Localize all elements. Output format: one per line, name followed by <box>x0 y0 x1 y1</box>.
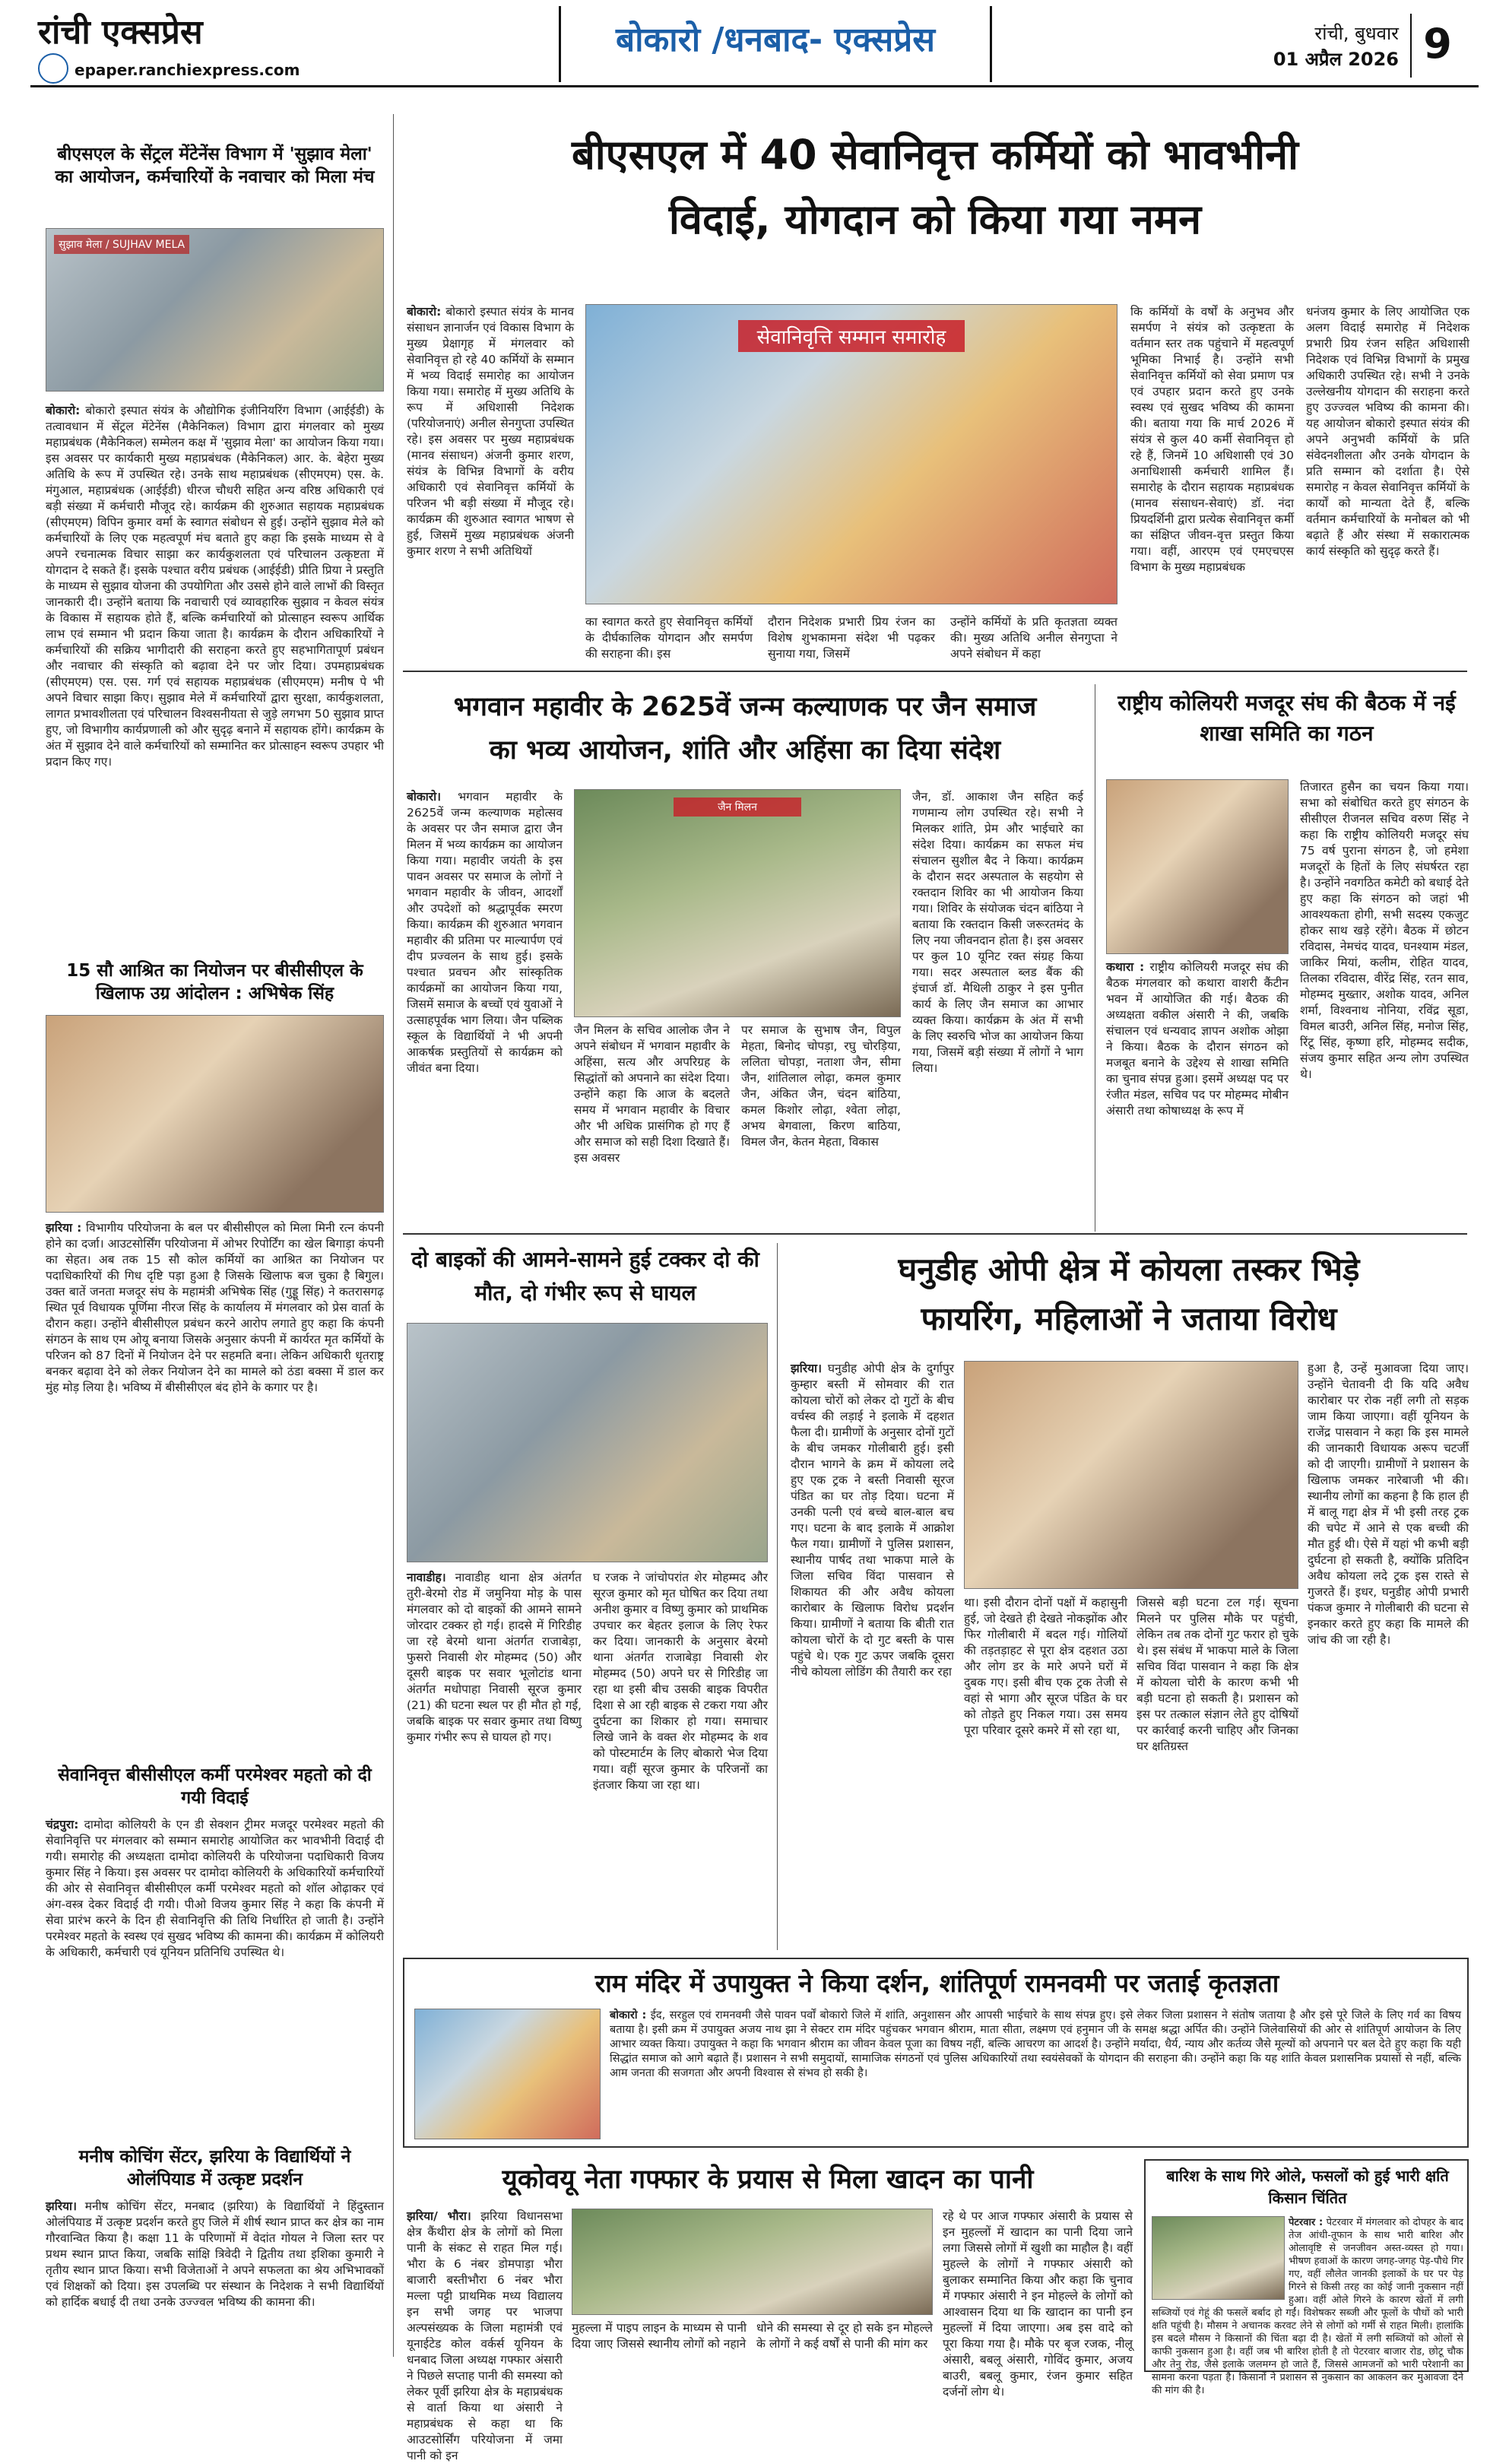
left-article2-photo <box>46 1015 384 1213</box>
yukovu-col3: धोने की समस्या से दूर हो सके इन मोहल्ले के लोगों ने कई वर्षों से पानी की मांग कर <box>756 2321 933 2351</box>
photo-spacer <box>1152 2216 1289 2301</box>
newspaper-logo: रांची एक्सप्रेस <box>38 13 203 52</box>
photo-banner: सेवानिवृत्ति सम्मान समारोह <box>738 320 965 352</box>
left-article4-body <box>46 2199 384 2370</box>
left-article4-headline: मनीष कोचिंग सेंटर, झरिया के विद्यार्थियों ने ओलंपियाड में उत्कृष्ट प्रदर्शन <box>78 2147 351 2190</box>
left-article1-photo <box>46 228 384 392</box>
smuggler-headline-line2: फायरिंग, महिलाओं ने जताया विरोध <box>921 1300 1337 1337</box>
dateline: पेटरवार : <box>1289 2217 1324 2228</box>
jain-headline-line2: का भव्य आयोजन, शांति और अहिंसा का दिया संदेश <box>489 735 1001 766</box>
article-text: बोकारो इस्पात संयंत्र के औद्योगिक इंजीनियरिंग विभाग (आईईडी) के तत्वावधान में सेंट्रल मेंटेनेंस (मैकेनिकल) विभाग द्वारा मंगलवार को मुख्य महाप्रबंधक (मैकेनिकल) सम्मेलन कक्ष में 'सुझाव मेला' का आयोजन किया गया। इस अवसर पर कार्यकारी मुख्य महाप्रबंधक (मैकेनिकल) आर. के. बेहेरा मुख्य अतिथि के रूप में उपस्थित रहे। उनके साथ महाप्रबंधक (सीएमएम) एस. के. मंगुआल, महाप्रबंधक (आईईडी) धीरज चौधरी सहित अन्य वरिष्ठ अधिकारी एवं बड़ी संख्या में कर्मचारी मौजूद रहे। कार्यक्रम की शुरुआत सहायक महाप्रबंधक (सीएमएम) विपिन कुमार वर्मा के स्वागत संबोधन से हुई। उन्होंने सुझाव मेले को कर्मचारियों के लिए एक महत्वपूर्ण मंच बताते हुए कहा कि इसके माध्यम से वे अपने रचनात्मक विचार साझा कर कार्यकुशलता एवं परिचालन उत्कृष्टता में योगदान दे सकते हैं। इसके पश्चात वरीय प्रबंधक (आईईडी) प्रीति प्रिया ने प्रस्तुति के माध्यम से सुझाव योजना की उपयोगिता और उससे होने वाले लाभों की विस्तृत जानकारी दी। उन्होंने बताया कि नवाचारी एवं व्यावहारिक सुझाव न केवल संयंत्र के विकास में सहायक होते हैं, बल्कि कर्मचारियों को प्रोत्साहन स्वरूप आर्थिक लाभ एवं सम्मान भी प्रदान किया जाता है। कार्यक्रम के दौरान अधिकारियों ने कर्मचारियों की सक्रिय भागीदारी की सराहना करते हुए सहभागितापूर्ण प्रबंधन और नवाचार की संस्कृति को बढ़ावा देने पर जोर दिया। उपमहाप्रबंधक (सीएमएम) एस. एस. गर्ग एवं सहायक महाप्रबंधक (सीएमएम) मनीष पे भी अपने विचार साझा किए। सुझाव मेले में कर्मचारियों द्वारा सुरक्षा, कार्यकुशलता, लागत प्रभावशीलता एवं परिचालन विश्वसनीयता से जुड़े लगभग 50 सुझाव प्राप्त हुए, जो विभागीय कार्यप्रणाली को और सुदृढ़ बनाने में सहायक होंगे। कार्यक्रम के अंत में सुझाव देने वाले कर्मचारियों को सम्मानित कर प्रोत्साहन स्वरूप उपहार भी प्रदान किए गए। <box>46 404 384 769</box>
lead-col5: कि कर्मियों के वर्षों के अनुभव और समर्पण ने संयंत्र को उत्कृष्टता के वर्तमान स्तर तक पहुंचाने में महत्वपूर्ण भूमिका निभाई है। उन्होंने सभी सेवानिवृत्त कर्मियों को सेवा प्रमाण पत्र एवं उपहार प्रदान करते हुए उनके स्वस्थ एवं सुखद भविष्य की कामना की। बताया गया कि मार्च 2026 में संयंत्र से कुल 40 कर्मी सेवानिवृत्त हो रहे हैं, जिनमें 10 अधिशासी एवं 30 अनाधिशासी कर्मचारी शामिल हैं। समारोह के दौरान सहायक महाप्रबंधक (मानव संसाधन-सेवाएं) डॉ. नंदा प्रियदर्शिनी द्वारा प्रत्येक सेवानिवृत्त कर्मी का संक्षिप्त जीवन-वृत्त प्रस्तुत किया गया। वहीं, आरएम एवं एमएचएस विभाग के मुख्य महाप्रबंधक <box>1130 305 1294 574</box>
smuggler-photo <box>964 1361 1298 1589</box>
article-text: भगवान महावीर के 2625वें जन्म कल्याणक महोत्सव के अवसर पर जैन समाज द्वारा जैन मिलन में भव्य कार्यक्रम का आयोजन किया गया। महावीर जयंती के इस पावन अवसर पर समाज के लोगों ने भगवान महावीर के जीवन, आदर्शों और उपदेशों को श्रद्धापूर्वक स्मरण किया। कार्यक्रम की शुरुआत भगवान महावीर की प्रतिमा पर माल्यार्पण एवं दीप प्रज्वलन के साथ हुई। इसके पश्चात प्रवचन और सांस्कृतिक कार्यक्रमों का आयोजन किया गया, जिसमें समाज के बच्चों एवं युवाओं ने उत्साहपूर्वक भाग लिया। जैन पब्लिक स्कूल के विद्यार्थियों ने भी अपनी आकर्षक प्रस्तुतियों से कार्यक्रम को जीवंत बना दिया। <box>407 790 563 1075</box>
lead-col3-bottom: दौरान निदेशक प्रभारी प्रिय रंजन का विशेष शुभकामना संदेश भी पढ़कर सुनाया गया, जिसमें <box>768 615 935 661</box>
photo-banner: सुझाव मेला / SUJHAV MELA <box>54 235 189 254</box>
epaper-icon <box>38 53 68 84</box>
article-text: मनीष कोचिंग सेंटर, मनबाद (झरिया) के विद्यार्थियों ने हिंदुस्तान ओलंपियाड में उत्कृष्ट प्रदर्शन करते हुए जिले में शीर्ष स्थान प्राप्त कर क्षेत्र का नाम गौरवान्वित किया है। कक्षा 11 के परिणामों में वेदांत गोयल ने जिला स्तर पर प्रथम स्थान प्राप्त किया, जबकि सांक्षि त्रिवेदी ने द्वितीय तथा इशिका कुमारी ने तृतीय स्थान प्राप्त किया। सभी विजेताओं ने अपने सफलता का श्रेय अभिभावकों एवं शिक्षकों को दिया। इस उपलब्धि पर संस्थान के निदेशक ने सभी विद्यार्थियों को हार्दिक बधाई दी तथा उनके उज्ज्वल भविष्य की कामना की। <box>46 2199 384 2309</box>
lead-col1 <box>407 304 574 661</box>
yukovu-headline: यूकोवयू नेता गफ्फार के प्रयास से मिला खादन का पानी <box>502 2164 1034 2195</box>
dateline: झरिया। <box>46 2199 77 2213</box>
dateline: नावाडीह। <box>407 1571 446 1584</box>
dateline: बोकारो: <box>407 305 442 319</box>
dateline: झरिया/ भौरा। <box>407 2209 471 2223</box>
ramnavami-headline: राम मंदिर में उपायुक्त ने किया दर्शन, शांतिपूर्ण रामनवमी पर जताई कृतज्ञता <box>594 1968 1279 1998</box>
left-article2-body <box>46 1220 384 1760</box>
yukovu-col1 <box>407 2209 563 2462</box>
dateline: बोकारो। <box>407 790 442 804</box>
jain-col2: जैन मिलन के सचिव आलोक जैन ने अपने संबोधन में भगवान महावीर के अहिंसा, सत्य और अपरिग्रह के सिद्धांतों को अपनाने का संदेश दिया। उन्होंने कहा कि आज के बदलते समय में भगवान महावीर के विचार और भी अधिक प्रासंगिक हो गए हैं और समाज को सही दिशा दिखाते हैं। इस अवसर <box>574 1023 730 1165</box>
article-text: दामोदा कोलियरी के एन डी सेक्शन ट्रीमर मजदूर परमेश्वर महतो की सेवानिवृत्ति पर मंगलवार को सम्मान समारोह आयोजित कर भावभीनी विदाई दी गयी। समारोह की अध्यक्षता दामोदा कोलियरी के परियोजना पदाधिकारी विजय कुमार सिंह ने किया। इस अवसर पर दामोदा कोलियरी के अधिकारियों कर्मचारियों की ओर से सेवानिवृत्त बीसीसीएल कर्मी परमेश्वर महतो को शॉल ओढ़ाकर एवं अंग-वस्त्र देकर विदाई दी गयी। पीओ विजय कुमार सिंह ने कहा कि कंपनी में सेवा प्रारंभ करने के दिन ही सेवानिवृत्ति की तिथि निर्धारित हो जाती है। उन्होंने परमेश्वर महतो के स्वस्थ एवं सुखद भविष्य की कामना की। कार्यक्रम में कोलियरी के अधिकारी, कर्मचारी एवं यूनियन प्रतिनिधि उपस्थित थे। <box>46 1818 384 1959</box>
accident-col2: घ रजक ने जांचोपरांत शेर मोहम्मद और सूरज कुमार को मृत घोषित कर दिया तथा अनीश कुमार व विष्णु कुमार को प्राथमिक उपचार कर बेहतर इलाज के लिए रेफर कर दिया। जानकारी के अनुसार बेरमो थाना अंतर्गत राजाबेड़ा निवासी शेर मोहम्मद (50) अपने घर से गिरिडीह जा रहा था इसी बीच उसकी बाइक विपरीत दिशा से आ रही बाइक से टकरा गया और दुर्घटना का शिकार हो गया। समाचार लिखे जाने के वक्त शेर मोहम्मद के शव को पोस्टमार्टम के लिए बोकारो भेज दिया गया। वहीं सूरज कुमार के परिजनों का इंतजार किया जा रहा था। <box>593 1571 768 1792</box>
article-text: घनुडीह ओपी क्षेत्र के दुर्गापुर कुम्हार बस्ती में सोमवार की रात कोयला चोरों को लेकर दो गुटों के बीच वर्चस्व की लड़ाई ने इलाके में दहशत फैला दी। ग्रामीणों के अनुसार दोनों गुटों के बीच जमकर गोलीबारी हुई। इसी दौरान भागने के क्रम में कोयला लदे हुए एक ट्रक ने बस्ती निवासी सूरज पंडित का घर तोड़ दिया। घटना में उनकी पत्नी एवं बच्चे बाल-बाल बच गए। घटना के बाद इलाके में आक्रोश फैल गया। ग्रामीणों ने पुलिस प्रशासन, स्थानीय पार्षद तथा भाकपा माले के जिला सचिव विंदा पासवान से शिकायत की और अवैध कोयला कारोबार के खिलाफ विरोध प्रदर्शन किया। ग्रामीणों ने बताया कि बीती रात कोयला चोरों के दो गुट बस्ती के पास पहुंचे थे। एक गुट ऊपर जबकि दूसरा नीचे कोयला लोडिंग की तैयारी कर रहा <box>791 1362 954 1679</box>
left-article3-body <box>46 1817 384 2136</box>
lead-headline-line2: विदाई, योगदान को किया गया नमन <box>668 195 1202 243</box>
epaper-url[interactable]: epaper.ranchiexpress.com <box>74 61 300 79</box>
lead-col6: धनंजय कुमार के लिए आयोजित एक अलग विदाई समारोह में निदेशक प्रभारी प्रिय रंजन सहित अधिशासी निदेशक एवं विभिन्न विभागों के प्रमुख अधिकारी उपस्थित रहे। सभी ने उनके उल्लेखनीय योगदान की सराहना करते हुए उज्ज्वल भविष्य की कामना की। यह आयोजन बोकारो इस्पात संयंत्र की अपने अनुभवी कर्मियों के प्रति संवेदनशीलता और उनके योगदान के प्रति सम्मान को दर्शाता है। ऐसे समारोह न केवल सेवानिवृत्त कर्मियों के कार्यों को मान्यता देते हैं, बल्कि वर्तमान कर्मचारियों के मनोबल को भी बढ़ाते हैं और संस्था में सकारात्मक कार्य संस्कृति को सुदृढ़ करते हैं। <box>1306 305 1469 558</box>
lead-headline-line1: बीएसएल में 40 सेवानिवृत्त कर्मियों को भावभीनी <box>571 131 1299 179</box>
dateline: बोकारो: <box>46 404 81 417</box>
yukovu-col2: मुहल्ला में पाइप लाइन के माध्यम से पानी दिया जाए जिससे स्थानीय लोगों को नहाने <box>572 2321 747 2351</box>
photo-banner: जैन मिलन <box>674 798 801 817</box>
koliery-col1 <box>1106 959 1289 1227</box>
article-text: पेटरवार में मंगलवार को दोपहर के बाद तेज आंधी-तूफान के साथ भारी बारिश और ओलावृष्टि से जनजीवन अस्त-व्यस्त हो गया। भीषण हवाओं के कारण जगह-जगह पेड़-पौधे गिर गए, वहीं लौलेत जानकी इलाकों के घर पर पेड़ गिरने से किसी तरह का कोई जानी नुकसान नहीं हुआ। वहीं ओले गिरने के कारण खेतों में लगी सब्जियों एवं गेहूं की फसलें बर्बाद हो गईं। विशेषकर सब्जी और फूलों के पौधों को भारी क्षति पहुंची है। मौसम ने अचानक करवट लेने से लोगों को गर्मी से राहत मिली। हालांकि इस बदले मौसम ने किसानों की चिंता बढ़ा दी है। खेतों में लगी सब्जियों को ओलों से काफी नुकसान हुआ है। वहीं जब भी बारिश होती है तो पेटरवार बाजार रोड, छोटू चौक और तेनु रोड, जैसे इलाके जलमग्न हो जाते हैं, जिससे आमजनों को भारी परेशानी का सामना करना पड़ता है। किसानों ने प्रशासन से नुकसान का आकलन कर मुआवजा देने की मांग की है। <box>1152 2217 1463 2396</box>
smuggler-col3: जिससे बड़ी घटना टल गई। सूचना मिलने पर पुलिस मौके पर पहुंची, लेकिन तब तक दोनों गुट फरार हो चुके थे। इस संबंध में भाकपा माले के जिला सचिव विंदा पासवान ने कहा कि क्षेत्र में कोयला चोरी के कारण कभी भी बड़ी घटना हो सकती है। प्रशासन को इस पर तत्काल संज्ञान लेते हुए दोषियों पर कार्रवाई करनी चाहिए और जिनका घर क्षतिग्रस्त <box>1137 1596 1298 1753</box>
jain-col3: पर समाज के सुभाष जैन, विपुल मेहता, बिनोद चोपड़ा, रघु चोरड़िया, ललिता चोपड़ा, नताशा जैन, सीमा जैन, शांतिलाल लोढ़ा, कमल कुमार जैन, अंकित जैन, चंदन बांठिया, कमल किशोर लोढ़ा, श्वेता लोढ़ा, अभय बेगवाला, किरण बाठिया, विमल जैन, केतन मेहता, विकास <box>741 1023 901 1149</box>
left-article1-body <box>46 403 384 954</box>
left-article1-headline: बीएसएल के सेंट्रल मेंटेनेंस विभाग में 'सुझाव मेला' का आयोजन, कर्मचारियों के नवाचार को मिला मंच <box>55 144 375 187</box>
koliery-col2: तिजारत हुसैन का चयन किया गया। सभा को संबोधित करते हुए संगठन के सीसीएल रीजनल सचिव वरुण सिंह ने कहा कि राष्ट्रीय कोलियरी मजदूर संघ 75 वर्ष पुराना संगठन है, जो हमेशा मजदूरों के हितों के लिए संघर्षरत रहा है। उन्होंने नवगठित कमेटी को बधाई देते हुए कहा कि संगठन को जहां भी आवश्यकता होगी, सभी सदस्य एकजुट होकर साथ खड़े रहेंगे। बैठक में छोटन रविदास, नेमचंद यादव, घनश्याम मंडल, जाकिर मियां, कलीम, रोहित यादव, तिलका रविदास, वीरेंद्र सिंह, रतन साव, मोहम्मद मुख्तार, अशोक यादव, अनिल शर्मा, विश्वनाथ नोनिया, रविंद्र सूडा, विमल बाउरी, अनिल सिंह, मनोज सिंह, रिंटू सिंह, कृष्णा हरि, मोहम्मद सदीक, संजय कुमार सहित अन्य लोग उपस्थित थे। <box>1300 780 1469 1081</box>
smuggler-col1 <box>791 1361 954 1950</box>
hail-body <box>1152 2216 1463 2396</box>
article-text: झरिया विधानसभा क्षेत्र कैंथीरा क्षेत्र के लोगों को मिला पानी के संकट से राहत मिल गई। भौरा के 6 नंबर डोमपाड़ा भौरा बाजारी बस्तीभौरा 6 नंबर भौरा मल्ला पट्टी प्राथमिक मध्य विद्यालय इन सभी जगह पर भाजपा अल्पसंख्यक के जिला महामंत्री एवं यूनाईटेड कोल वर्कर्स यूनियन के धनबाद जिला अध्यक्ष गफ्फार अंसारी ने पिछले सप्ताह पानी की समस्या को लेकर पूर्वी झरिया क्षेत्र के महाप्रबंधक से वार्ता किया था अंसारी ने महाप्रबंधक से कहा था कि आउटसोर्सिंग परियोजना में जमा पानी को इन <box>407 2209 563 2462</box>
jain-photo <box>574 789 901 1017</box>
smuggler-col4: हुआ है, उन्हें मुआवजा दिया जाए। उन्होंने चेतावनी दी कि यदि अवैध कारोबार पर रोक नहीं लगी तो सड़क जाम किया जाएगा। वहीं यूनियन के राजेंद्र पासवान ने कहा कि इस मामले की जानकारी विधायक अरूप चटर्जी को दी जाएगी। ग्रामीणों ने प्रशासन के खिलाफ जमकर नारेबाजी भी की। स्थानीय लोगों का कहना है कि हाल ही में बालू गद्दा क्षेत्र में भी इसी तरह ट्रक की चपेट में आने से एक बच्ची की मौत हुई थी। ऐसे में यहां भी कभी बड़ी दुर्घटना हो सकती है, क्योंकि प्रतिदिन अवैध कोयला लदे ट्रक इस रास्ते से गुजरते हैं। इधर, घनुडीह ओपी प्रभारी पंकज कुमार ने गोलीबारी की घटना से इनकार करते हुए कहा कि मामले की जांच की जा रही है। <box>1308 1362 1469 1647</box>
edition-city-day: रांची, बुधवार <box>1314 23 1399 44</box>
page-number: 9 <box>1410 14 1463 78</box>
ramnavami-photo <box>414 2009 601 2139</box>
left-article3-headline: सेवानिवृत्त बीसीसीएल कर्मी परमेश्वर महतो को दी गयी विदाई <box>58 1765 372 1808</box>
accident-divider <box>777 1243 778 1950</box>
lead-col4-bottom: उन्होंने कर्मियों के प्रति कृतज्ञता व्यक्त की। मुख्य अतिथि अनील सेनगुप्ता ने अपने संबोधन में कहा <box>950 615 1117 661</box>
article-text: नावाडीह थाना क्षेत्र अंतर्गत तुरी-बेरमो रोड में जमुनिया मोड़ के पास मंगलवार को दो बाइकों की आमने सामने जोरदार टक्कर हो गई। हादसे में गिरिडीह जा रहे बेरमो थाना अंतर्गत राजाबेड़ा, फुसरो निवासी शेर मोहम्मद (50) और दूसरी बाइक पर सवार भूलोटांड थाना अंतर्गत मधोपाहा निवासी सूरज कुमार (21) की घटना स्थल पर ही मौत हो गई, जबकि बाइक पर सवार कुमार तथा विष्णु कुमार गंभीर रूप से घायल हो गए। <box>407 1571 582 1744</box>
accident-photo <box>407 1323 768 1562</box>
mid-rule <box>403 1233 1467 1235</box>
smuggler-headline-line1: घनुडीह ओपी क्षेत्र में कोयला तस्कर भिड़े <box>898 1251 1360 1288</box>
jain-headline-line1: भगवान महावीर के 2625वें जन्म कल्याणक पर जैन समाज <box>453 692 1037 722</box>
dateline: झरिया : <box>46 1221 82 1235</box>
koliery-headline: राष्ट्रीय कोलियरी मजदूर संघ की बैठक में नई शाखा समिति का गठन <box>1117 690 1456 746</box>
dateline: बोकारो : <box>610 2009 647 2022</box>
ramnavami-body <box>610 2009 1461 2142</box>
article-text: ईद, सरहुल एवं रामनवमी जैसे पावन पर्वों बोकारो जिले में शांति, अनुशासन और आपसी भाईचारे के साथ संपन्न हुए। इसे लेकर जिला प्रशासन ने संतोष जताया है और इसे पूरे जिले के लिए गर्व का विषय बताया है। इसी क्रम में उपायुक्त अजय नाथ झा ने सेक्टर राम मंदिर पहुंचकर भगवान श्रीराम, माता सीता, लक्ष्मण एवं हनुमान जी के समक्ष श्रद्धा अर्पित की। उन्होंने जिलेवासियों की ओर से शांतिपूर्ण आयोजन के लिए आभार व्यक्त किया। उपायुक्त ने कहा कि भगवान श्रीराम का जीवन केवल पूजा का विषय नहीं, बल्कि आचरण का आदर्श है। उन्होंने मर्यादा, धैर्य, न्याय और कर्तव्य जैसे मूल्यों को अपनाने पर बल देते हुए कहा कि यही सिद्धांत समाज को आगे बढ़ाते हैं। प्रशासन ने सभी समुदायों, सामाजिक संगठनों एवं पुलिस अधिकारियों तथा स्वयंसेवकों के योगदान की सराहना की। उन्होंने कहा कि यह शांति केवल प्रशासनिक प्रयासों से नहीं, बल्कि आम जनता की सजगता और अपनी विश्वास से संभव हो सकी है। <box>610 2009 1461 2079</box>
article-text: विभागीय परियोजना के बल पर बीसीसीएल को मिला मिनी रत्न कंपनी होने का दर्जा। आउटसोर्सिंग परियोजना में ओभर रिपोर्टिंग का खेल बिगाड़ा कंपनी का सेहत। अब तक 15 सौ कोल कर्मियों का आश्रित का नियोजन पर पदाधिकारियों की गिध दृष्टि पड़ा हुआ है जिसके खिलाफ बज चुका है बिगुल। उक्त बातें जनता मजदूर संघ के महामंत्री अभिषेक सिंह (गुड्डू सिंह) ने कतरासगढ़ स्थित पूर्व विधायक पूर्णिमा नीरज सिंह के कार्यालय में मंगलवार को प्रेस वार्ता के दौरान कहा। उन्होंने बीसीसीएल प्रबंधन करने आरोप लगाते हुए कहा कि कंपनी संगठन के साथ एम ओयू बनाया जिसके अनुसार कंपनी में कार्यरत मृत कर्मियों के परिजन को 87 दिनों में नियोजन देने पर सहमति बना। लेकिन अधिकारी धृतराष्ट्र बनकर बढ़ावा देने को लेकर नियोजन देने का मामले को ठंडा बक्सा में डाल कर मुंह मोड़ लिया है। भविष्य में बीसीसीएल बंद होने के कगार पर है। <box>46 1221 384 1394</box>
jain-col1 <box>407 789 563 1226</box>
smuggler-col2: था। इसी दौरान दोनों पक्षों में कहासुनी हुई, जो देखते ही देखते नोकझोंक और फिर गोलीबारी में बदल गई। गोलियों की तड़तड़ाहट से पूरा क्षेत्र दहशत उठा और लोग डर के मारे अपने घरों में दुबक गए। इसी बीच एक ट्रक तेजी से वहां से भागा और सूरज पंडित के घर को तोड़ते हुए निकल गया। उस समय पूरा परिवार दूसरे कमरे में सो रहा था, <box>964 1596 1127 1737</box>
article-text: बोकारो इस्पात संयंत्र के मानव संसाधन ज्ञानार्जन एवं विकास विभाग के मुख्य प्रेक्षागृह में मंगलवार को सेवानिवृत्त हो रहे 40 कर्मियों के सम्मान में भव्य विदाई समारोह का आयोजन किया गया। समारोह में मुख्य अतिथि के रूप में अधिशासी निदेशक (परियोजनाएं) अनील सेनगुप्ता उपस्थित रहे। इस अवसर पर मुख्य महाप्रबंधक (मानव संसाधन) अंजनी कुमार शरण, संयंत्र के विभिन्न विभागों के वरीय अधिकारी एवं सेवानिवृत्त कर्मियों के परिजन भी बड़ी संख्या में मौजूद रहे। कार्यक्रम की शुरुआत स्वागत भाषण से हुई, जिसमें मुख्य महाप्रबंधक अंजनी कुमार शरण ने सभी अतिथियों <box>407 305 574 558</box>
dateline: झरिया। <box>791 1362 822 1375</box>
accident-headline: दो बाइकों की आमने-सामने हुई टक्कर दो की मौत, दो गंभीर रूप से घायल <box>411 1247 759 1305</box>
masthead-rule <box>30 85 1479 87</box>
jain-col4: जैन, डॉ. आकाश जैन सहित कई गणमान्य लोग उपस्थित रहे। सभी ने मिलकर शांति, प्रेम और भाईचारे का संदेश दिया। कार्यक्रम का सफल मंच संचालन सुशील बैद ने किया। कार्यक्रम के दौरान सदर अस्पताल के सहयोग से रक्तदान शिविर का भी आयोजन किया गया। शिविर के संयोजक चंदन बांठिया ने बताया कि रक्तदान किसी जरूरतमंद के लिए नया जीवनदान होता है। इस अवसर पर कुल 10 यूनिट रक्त संग्रह किया गया। सदर अस्पताल ब्लड बैंक की इंचार्ज डॉ. मैथिली ठाकुर ने इस पुनीत कार्य के लिए जैन समाज का आभार व्यक्त किया। कार्यक्रम के अंत में सभी के लिए स्वरुचि भोज का आयोजन किया गया, जिसमें बड़ी संख्या में लोगों ने भाग लिया। <box>912 790 1083 1075</box>
dateline: चंद्रपुरा: <box>46 1818 79 1831</box>
lead-bottom-rule <box>403 671 1467 672</box>
lead-col2-bottom: का स्वागत करते हुए सेवानिवृत्त कर्मियों के दीर्घकालिक योगदान और समर्पण की सराहना की। इस <box>585 615 753 661</box>
edition-date: 01 अप्रैल 2026 <box>1273 49 1399 70</box>
yukovu-photo <box>572 2209 933 2315</box>
accident-col1 <box>407 1570 582 1946</box>
yukovu-col4: रहे थे पर आज गफ्फार अंसारी के प्रयास से इन मुहल्लों में खादान का पानी दिया जाने लगा जिससे लोगों में खुशी का माहौल है। वहीं मुहल्ले के लोगों ने गफ्फार अंसारी को बुलाकर सम्मानित किया और कहा कि चुनाव में गफ्फार अंसारी ने इन मोहल्ले के लोगों को आश्वासन दिया था कि खादान का पानी इन मुहल्लों में दिया जाएगा। अब इस वादे को पूरा किया गया है। मौके पर बृज रजक, नीलू अंसारी, बबलू अंसारी, गोविंद कुमार, अजय बाउरी, बबलू कुमार, रंजन कुमार सहित दर्जनों लोग थे। <box>943 2209 1133 2399</box>
dateline: कथारा : <box>1106 960 1145 974</box>
left-column-divider <box>393 114 394 2357</box>
article-text: राष्ट्रीय कोलियरी मजदूर संघ की बैठक मंगलवार को कथारा वाशरी कैंटीन भवन में आयोजित की गई। बैठक की अध्यक्षता वकील अंसारी ने की, जबकि संचालन एवं धन्यवाद ज्ञापन अशोक ओझा ने किया। बैठक के दौरान संगठन को मजबूत बनाने के उद्देश्य से शाखा समिति का चुनाव संपन्न हुआ। इसमें अध्यक्ष पद पर रंजीत मंडल, सचिव पद पर मोहम्मद मोबीन अंसारी तथा कोषाध्यक्ष के रूप में <box>1106 960 1289 1118</box>
lead-photo <box>585 304 1117 604</box>
left-article2-headline: 15 सौ आश्रित का नियोजन पर बीसीसीएल के खिलाफ उग्र आंदोलन : अभिषेक सिंह <box>66 961 363 1004</box>
hail-headline: बारिश के साथ गिरे ओले, फसलों को हुई भारी क्षति किसान चिंतित <box>1166 2167 1449 2207</box>
edition-title: बोकारो /धनबाद- एक्सप्रेस <box>559 6 992 82</box>
koliery-photo <box>1106 779 1289 954</box>
